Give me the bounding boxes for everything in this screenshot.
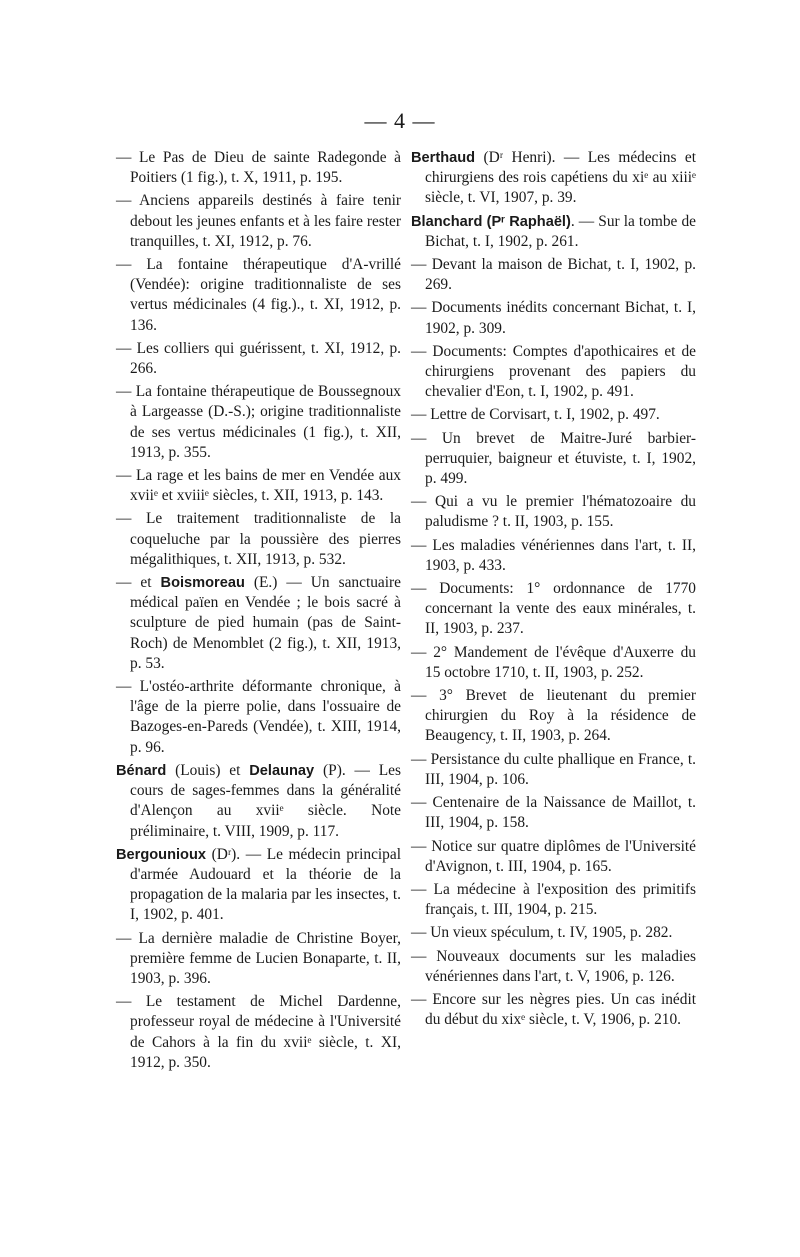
entry-text: (Dʳ). — Le médecin principal d'armée Audouard et la théorie de la propagation de la malaria par les insectes, t. I, 1902, p. 401. [130,845,401,924]
bibliography-entry: — Anciens appareils destinés à faire tenir debout les jeunes enfants et à les faire rester tranquilles, t. XI, 1912, p. 76. [116,192,401,250]
bibliography-entry: — Un vieux spéculum, t. IV, 1905, p. 282. [411,924,673,942]
bibliography-entry: — L'ostéo-arthrite déformante chronique, à l'âge de la pierre polie, dans l'ossuaire de Bazoges-en-Pareds (Vendée), t. XIII, 1914, p. 96. [116,678,401,756]
entry-text: (E.) — Un sanctuaire médical païen en Vendée ; le bois sacré à sculpture de pied humain (pas de Saint-Roch) de Menomblet (2 fig.), t. XII, 1913, p. 53. [130,574,401,672]
entry-prefix: — et [116,574,161,592]
bibliography-entry: — Le testament de Michel Dardenne, professeur royal de médecine à l'Université de Cahors à la fin du xviiᵉ siècle, t. XI, 1912, p. 350. [116,993,401,1071]
bibliography-entry: — Les maladies vénériennes dans l'art, t. II, 1903, p. 433. [411,536,696,574]
author-name: Boismoreau [160,575,245,592]
bibliography-entry: — La fontaine thérapeutique de Boussegnoux à Largeasse (D.-S.); origine traditionnaliste de ses vertus médicinales (1 fig.), t. XII, 1913, p. 355. [116,383,401,461]
bibliography-entry-coauthor [116,573,401,674]
bibliography-entry: — Le Pas de Dieu de sainte Radegonde à Poitiers (1 fig.), t. X, 1911, p. 195. [116,149,401,187]
bibliography-entry: — Le traitement traditionnaliste de la coqueluche par la poussière des pierres mégalithiques, t. XII, 1913, p. 532. [116,510,401,568]
bibliography-entry: — Documents: 1° ordonnance de 1770 concernant la vente des eaux minérales, t. II, 1903, p. 237. [411,580,696,638]
entry-text: . — Sur la tombe de Bichat, t. I, 1902, p. 261. [425,212,696,250]
bibliography-entry: — Un brevet de Maitre-Juré barbier-perruquier, baigneur et étuviste, t. I, 1902, p. 499. [411,429,696,488]
bibliography-entry: — Persistance du culte phallique en France, t. III, 1904, p. 106. [411,750,696,788]
entry-text: (P). — Les cours de sages-femmes dans la généralité d'Alençon au xviiᵉ siècle. Note préliminaire, t. VIII, 1909, p. 117. [130,761,401,840]
bibliography-entry: — Lettre de Corvisart, t. I, 1902, p. 497. [411,406,660,424]
right-column [411,148,696,1033]
author-entry [411,148,696,209]
bibliography-entry: — Documents inédits concernant Bichat, t. I, 1902, p. 309. [411,299,696,337]
author-entry [116,761,401,842]
bibliography-entry: — Documents: Comptes d'apothicaires et de chirurgiens provenant des papiers du chevalier d'Eon, t. I, 1902, p. 491. [411,342,696,401]
bibliography-entry: — Notice sur quatre diplômes de l'Université d'Avignon, t. III, 1904, p. 165. [411,837,696,875]
author-connector: (Louis) et [166,761,250,779]
left-column [116,148,401,1076]
entry-text: (Dʳ Henri). — Les médecins et chirurgiens des rois capétiens du xiᵉ au xiiiᵉ siècle, t. VI, 1907, p. 39. [425,149,696,207]
author-entry [411,212,696,252]
author-entry [116,845,401,926]
bibliography-entry: — Nouveaux documents sur les maladies vénériennes dans l'art, t. V, 1906, p. 126. [411,947,696,985]
author-name: Bergounioux [116,846,206,863]
bibliography-entry: — 3° Brevet de lieutenant du premier chirurgien du Roy à la résidence de Beaugency, t. II, 1903, p. 264. [411,687,696,745]
bibliography-entry: — Centenaire de la Naissance de Maillot, t. III, 1904, p. 158. [411,794,696,832]
bibliography-entry: — La fontaine thérapeutique d'A-vrillé (Vendée): origine traditionnaliste de ses vertus médicinales (4 fig.)., t. XI, 1912, p. 136. [116,256,401,334]
bibliography-entry: — Devant la maison de Bichat, t. I, 1902, p. 269. [411,256,696,294]
author-name: Bénard [116,762,167,779]
bibliography-entry: — La rage et les bains de mer en Vendée aux xviiᵉ et xviiiᵉ siècles, t. XII, 1913, p. 143. [116,467,401,505]
author-name: Berthaud [411,150,476,166]
author-name: Blanchard (Pʳ Raphaël) [411,213,571,230]
page-number: — 4 — [364,108,436,133]
bibliography-entry: — Qui a vu le premier l'hématozoaire du paludisme ? t. II, 1903, p. 155. [411,493,696,531]
bibliography-entry: — Les colliers qui guérissent, t. XI, 1912, p. 266. [116,339,401,378]
bibliography-entry: — Encore sur les nègres pies. Un cas inédit du début du xixᵉ siècle, t. V, 1906, p. 210. [411,990,696,1029]
bibliography-entry: — 2° Mandement de l'évêque d'Auxerre du 15 octobre 1710, t. II, 1903, p. 252. [411,643,696,681]
author-name: Delaunay [249,762,315,779]
bibliography-entry: — La dernière maladie de Christine Boyer, première femme de Lucien Bonaparte, t. II, 1903, p. 396. [116,929,401,987]
bibliography-entry: — La médecine à l'exposition des primitifs français, t. III, 1904, p. 215. [411,880,696,919]
